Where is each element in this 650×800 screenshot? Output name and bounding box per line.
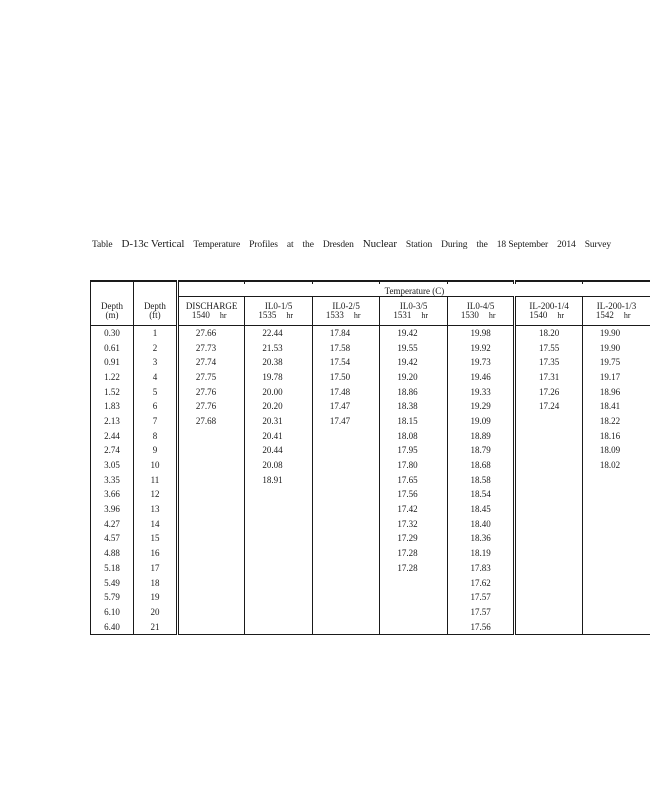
temperature-cell: 19.90: [582, 326, 650, 341]
temperature-cell: [312, 502, 380, 517]
temperature-cell: 17.57: [447, 590, 515, 605]
table-row: [91, 561, 650, 576]
depth-m-cell: 6.10: [91, 605, 134, 620]
table-row: [91, 355, 650, 370]
temperature-cell: 18.96: [582, 385, 650, 400]
caption-word: Nuclear: [362, 238, 397, 250]
temperature-cell: 20.08: [245, 458, 313, 473]
temperature-cell: 17.28: [380, 561, 448, 576]
depth-ft-cell: 5: [133, 385, 177, 400]
station-name-header: DISCHARGE: [177, 297, 245, 312]
station-time: 1533: [325, 310, 344, 320]
table-row: [91, 326, 650, 341]
table-row: [91, 385, 650, 400]
temperature-cell: 19.92: [447, 341, 515, 356]
temperature-cell: [312, 561, 380, 576]
temperature-cell: [177, 590, 245, 605]
temperature-cell: 18.22: [582, 414, 650, 429]
temperature-cell: 20.31: [245, 414, 313, 429]
depth-ft-cell: 12: [133, 488, 177, 503]
temperature-cell: [380, 576, 448, 591]
temperature-cell: 18.19: [447, 546, 515, 561]
temperature-cell: [177, 561, 245, 576]
depth-m-cell: 1.52: [91, 385, 134, 400]
table-row: [91, 473, 650, 488]
temperature-cell: 18.08: [380, 429, 448, 444]
temperature-cell: [312, 473, 380, 488]
temperature-cell: [245, 620, 313, 635]
depth-m-cell: 4.57: [91, 532, 134, 547]
temperature-cell: 17.47: [312, 414, 380, 429]
temperature-cell: [312, 488, 380, 503]
temperature-cell: 18.41: [582, 399, 650, 414]
column-subheader-row: [91, 311, 650, 326]
temperature-cell: 22.44: [245, 326, 313, 341]
temperature-cell: 19.98: [447, 326, 515, 341]
temperature-cell: 27.75: [177, 370, 245, 385]
temperature-cell: 20.41: [245, 429, 313, 444]
station-time-unit: hr: [421, 311, 429, 320]
temperature-cell: [582, 561, 650, 576]
temperature-cell: 18.36: [447, 532, 515, 547]
caption-word: D-13c Vertical: [121, 238, 185, 250]
temperature-cell: [312, 605, 380, 620]
temperature-cell: [245, 561, 313, 576]
table-caption: [92, 238, 618, 250]
temperature-cell: 17.50: [312, 370, 380, 385]
temperature-cell: 17.58: [312, 341, 380, 356]
station-time-header: [312, 311, 380, 326]
temperature-cell: [515, 488, 583, 503]
temperature-table: [90, 280, 650, 635]
temperature-cell: 17.31: [515, 370, 583, 385]
temperature-cell: [177, 444, 245, 459]
temperature-cell: 17.65: [380, 473, 448, 488]
table-row: [91, 414, 650, 429]
temperature-cell: 17.62: [447, 576, 515, 591]
depth-ft-cell: 19: [133, 590, 177, 605]
temperature-cell: [177, 502, 245, 517]
depth-m-header: Depth: [91, 297, 134, 312]
caption-word: During: [441, 240, 468, 250]
temperature-cell: [177, 429, 245, 444]
depth-m-cell: 1.22: [91, 370, 134, 385]
column-header-row: [91, 297, 650, 312]
temperature-cell: 17.26: [515, 385, 583, 400]
temperature-cell: 19.75: [582, 355, 650, 370]
temperature-cell: [515, 605, 583, 620]
temperature-cell: 17.28: [380, 546, 448, 561]
temperature-cell: 20.00: [245, 385, 313, 400]
station-time-header: [380, 311, 448, 326]
temperature-cell: 18.40: [447, 517, 515, 532]
temperature-cell: [245, 576, 313, 591]
depth-m-cell: 5.79: [91, 590, 134, 605]
temperature-cell: [582, 532, 650, 547]
temperature-cell: [515, 429, 583, 444]
temperature-cell: 18.45: [447, 502, 515, 517]
temperature-cell: 17.56: [447, 620, 515, 635]
temperature-cell: [380, 620, 448, 635]
temperature-cell: 18.58: [447, 473, 515, 488]
table-row: [91, 444, 650, 459]
temperature-cell: 20.38: [245, 355, 313, 370]
temperature-cell: [177, 620, 245, 635]
depth-m-cell: 2.44: [91, 429, 134, 444]
temperature-cell: 17.95: [380, 444, 448, 459]
temperature-cell: 17.80: [380, 458, 448, 473]
station-time-unit: hr: [353, 311, 361, 320]
temperature-cell: [582, 576, 650, 591]
depth-m-cell: 4.88: [91, 546, 134, 561]
depth-m-cell: 5.49: [91, 576, 134, 591]
depth-ft-cell: 14: [133, 517, 177, 532]
depth-ft-cell: 8: [133, 429, 177, 444]
station-time-header: [582, 311, 650, 326]
station-time-header: [245, 311, 313, 326]
depth-ft-cell: 13: [133, 502, 177, 517]
temperature-cell: 19.20: [380, 370, 448, 385]
temperature-cell: [245, 590, 313, 605]
temperature-cell: 17.56: [380, 488, 448, 503]
station-time: 1542: [595, 310, 614, 320]
temperature-cell: 20.44: [245, 444, 313, 459]
table-row: [91, 605, 650, 620]
caption-word: the: [302, 240, 314, 250]
temperature-cell: 17.48: [312, 385, 380, 400]
table-row: [91, 590, 650, 605]
temperature-cell: [515, 620, 583, 635]
caption-word: Profiles: [249, 240, 278, 250]
depth-ft-cell: 18: [133, 576, 177, 591]
temperature-cell: [515, 444, 583, 459]
depth-ft-cell: 15: [133, 532, 177, 547]
depth-m-cell: 6.40: [91, 620, 134, 635]
station-time: 1540: [191, 310, 210, 320]
temperature-cell: [312, 517, 380, 532]
depth-m-cell: 2.13: [91, 414, 134, 429]
temperature-cell: 18.20: [515, 326, 583, 341]
temperature-cell: 27.74: [177, 355, 245, 370]
temperature-cell: [312, 590, 380, 605]
temperature-cell: 27.76: [177, 385, 245, 400]
temperature-cell: 17.57: [447, 605, 515, 620]
temperature-cell: 17.32: [380, 517, 448, 532]
temperature-cell: 17.47: [312, 399, 380, 414]
station-name-header: IL0-3/5: [380, 297, 448, 312]
table-row: [91, 399, 650, 414]
temperature-cell: 17.83: [447, 561, 515, 576]
depth-ft-cell: 2: [133, 341, 177, 356]
temperature-cell: [515, 473, 583, 488]
temperature-cell: [312, 429, 380, 444]
temperature-cell: [312, 444, 380, 459]
temperature-cell: 18.86: [380, 385, 448, 400]
temperature-cell: 19.33: [447, 385, 515, 400]
temperature-cell: [582, 605, 650, 620]
station-time: 1530: [460, 310, 479, 320]
temperature-header-row: [91, 284, 650, 297]
table-row: [91, 502, 650, 517]
temperature-cell: [177, 605, 245, 620]
temperature-cell: [582, 546, 650, 561]
temperature-cell: 19.42: [380, 326, 448, 341]
temperature-cell: [245, 605, 313, 620]
station-time: 1531: [393, 310, 412, 320]
table-row: [91, 517, 650, 532]
depth-ft-cell: 10: [133, 458, 177, 473]
temperature-cell: [582, 473, 650, 488]
depth-m-cell: 2.74: [91, 444, 134, 459]
temperature-cell: [245, 517, 313, 532]
depth-m-cell: 3.66: [91, 488, 134, 503]
temperature-cell: 18.54: [447, 488, 515, 503]
station-name-header: IL-200-1/4: [515, 297, 583, 312]
depth-ft-cell: 4: [133, 370, 177, 385]
temperature-cell: [515, 532, 583, 547]
temperature-cell: 27.73: [177, 341, 245, 356]
depth-ft-cell: 21: [133, 620, 177, 635]
depth-m-cell: 3.96: [91, 502, 134, 517]
caption-word: at: [286, 240, 294, 250]
temperature-cell: 27.68: [177, 414, 245, 429]
temperature-cell: [515, 590, 583, 605]
temperature-cell: 27.76: [177, 399, 245, 414]
depth-m-cell: 4.27: [91, 517, 134, 532]
caption-word: Dresden: [322, 240, 354, 250]
temperature-cell: [380, 605, 448, 620]
caption-word: Survey: [584, 240, 612, 250]
depth-ft-cell: 1: [133, 326, 177, 341]
station-time: 1540: [529, 310, 548, 320]
station-time: 1535: [258, 310, 277, 320]
table-row: [91, 546, 650, 561]
temperature-cell: [245, 488, 313, 503]
depth-ft-cell: 7: [133, 414, 177, 429]
table-row: [91, 370, 650, 385]
temperature-header: Temperature (C): [177, 284, 650, 297]
temperature-cell: 20.20: [245, 399, 313, 414]
temperature-cell: [312, 576, 380, 591]
depth-ft-cell: 17: [133, 561, 177, 576]
table-row: [91, 458, 650, 473]
station-name-header: IL-200-1/3: [582, 297, 650, 312]
depth-ft-cell: 16: [133, 546, 177, 561]
station-time-header: [447, 311, 515, 326]
table-row: [91, 532, 650, 547]
table-row: [91, 488, 650, 503]
temperature-cell: [177, 576, 245, 591]
temperature-cell: 18.91: [245, 473, 313, 488]
temperature-cell: [177, 458, 245, 473]
temperature-cell: [245, 532, 313, 547]
temperature-cell: 18.38: [380, 399, 448, 414]
table-row: [91, 620, 650, 635]
depth-ft-cell: 20: [133, 605, 177, 620]
temperature-cell: 21.53: [245, 341, 313, 356]
depth-ft-cell: 9: [133, 444, 177, 459]
station-name-header: IL0-1/5: [245, 297, 313, 312]
temperature-cell: [515, 561, 583, 576]
temperature-cell: [380, 590, 448, 605]
temperature-cell: 18.68: [447, 458, 515, 473]
temperature-cell: 18.79: [447, 444, 515, 459]
depth-m-cell: 5.18: [91, 561, 134, 576]
station-time-unit: hr: [557, 311, 565, 320]
temperature-cell: [515, 502, 583, 517]
temperature-cell: [515, 517, 583, 532]
caption-word: the: [476, 240, 488, 250]
table-row: [91, 429, 650, 444]
depth-m-cell: 0.61: [91, 341, 134, 356]
temperature-cell: 19.73: [447, 355, 515, 370]
caption-word: Station: [405, 240, 433, 250]
temperature-cell: 17.35: [515, 355, 583, 370]
station-time-header: [515, 311, 583, 326]
temperature-cell: [177, 488, 245, 503]
temperature-cell: [177, 546, 245, 561]
depth-ft-header: Depth: [133, 297, 177, 312]
table-row: [91, 576, 650, 591]
depth-m-cell: 0.91: [91, 355, 134, 370]
temperature-cell: [582, 590, 650, 605]
temperature-cell: [177, 517, 245, 532]
station-name-header: IL0-4/5: [447, 297, 515, 312]
depth-m-cell: 3.05: [91, 458, 134, 473]
temperature-cell: [515, 414, 583, 429]
temperature-cell: 18.15: [380, 414, 448, 429]
table-row: [91, 341, 650, 356]
temperature-cell: [312, 532, 380, 547]
temperature-cell: 19.46: [447, 370, 515, 385]
temperature-cell: [245, 546, 313, 561]
temperature-cell: 17.54: [312, 355, 380, 370]
temperature-cell: 18.09: [582, 444, 650, 459]
caption-word: 2014: [557, 240, 576, 250]
depth-m-cell: 3.35: [91, 473, 134, 488]
station-time-unit: hr: [219, 311, 227, 320]
depth-ft-unit: (ft): [133, 311, 177, 326]
temperature-cell: [582, 488, 650, 503]
temperature-cell: 27.66: [177, 326, 245, 341]
temperature-cell: 18.02: [582, 458, 650, 473]
temperature-cell: [245, 502, 313, 517]
temperature-cell: [515, 458, 583, 473]
temperature-cell: 17.55: [515, 341, 583, 356]
temperature-cell: 17.84: [312, 326, 380, 341]
temperature-cell: 19.78: [245, 370, 313, 385]
caption-word: Table: [92, 240, 113, 250]
temperature-cell: [582, 502, 650, 517]
temperature-cell: 19.09: [447, 414, 515, 429]
temperature-cell: [515, 576, 583, 591]
temperature-cell: 19.55: [380, 341, 448, 356]
temperature-cell: [312, 458, 380, 473]
temperature-cell: 17.42: [380, 502, 448, 517]
station-time-unit: hr: [623, 311, 631, 320]
depth-ft-cell: 6: [133, 399, 177, 414]
depth-m-cell: 1.83: [91, 399, 134, 414]
caption-word: 18 September: [496, 240, 549, 250]
temperature-cell: [312, 546, 380, 561]
depth-m-unit: (m): [91, 311, 134, 326]
temperature-cell: 19.42: [380, 355, 448, 370]
temperature-cell: [312, 620, 380, 635]
temperature-cell: 19.29: [447, 399, 515, 414]
temperature-table-wrapper: [90, 280, 637, 634]
station-time-unit: hr: [488, 311, 496, 320]
temperature-cell: [582, 620, 650, 635]
temperature-cell: 17.24: [515, 399, 583, 414]
temperature-cell: [582, 517, 650, 532]
temperature-cell: [515, 546, 583, 561]
caption-word: Temperature: [193, 240, 241, 250]
temperature-cell: 18.16: [582, 429, 650, 444]
station-time-unit: hr: [286, 311, 294, 320]
station-time-header: [177, 311, 245, 326]
temperature-cell: 19.90: [582, 341, 650, 356]
temperature-cell: [177, 473, 245, 488]
depth-m-cell: 0.30: [91, 326, 134, 341]
temperature-cell: 19.17: [582, 370, 650, 385]
station-name-header: IL0-2/5: [312, 297, 380, 312]
depth-ft-cell: 11: [133, 473, 177, 488]
temperature-cell: 17.29: [380, 532, 448, 547]
temperature-cell: [177, 532, 245, 547]
temperature-cell: 18.89: [447, 429, 515, 444]
depth-ft-cell: 3: [133, 355, 177, 370]
